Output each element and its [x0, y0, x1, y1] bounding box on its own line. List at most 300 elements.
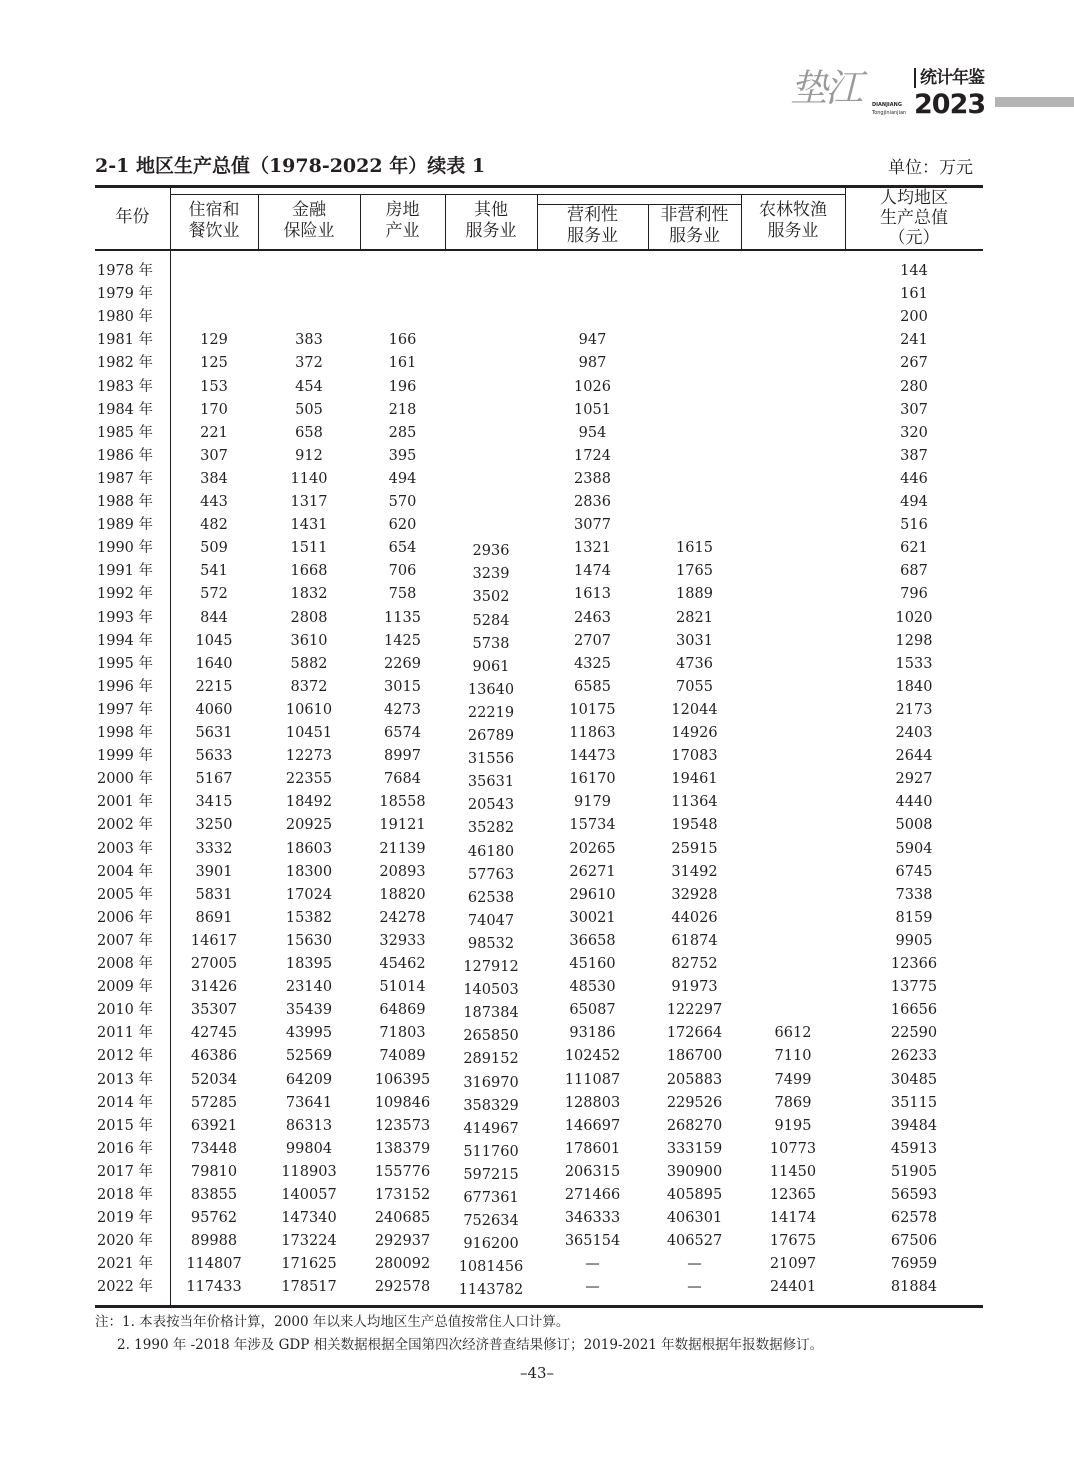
table-cell: 5831 [195, 886, 233, 903]
table-cell: 13640 [467, 681, 515, 698]
table-cell: 1724 [574, 447, 611, 464]
column-header: 营利性 服务业 [567, 205, 618, 246]
table-cell: 9179 [574, 794, 611, 811]
row-year: 1996 年 [97, 678, 154, 695]
table-cell: 109846 [374, 1094, 431, 1111]
table-cell: 267 [900, 355, 928, 372]
table-cell: 9061 [472, 658, 510, 675]
table-cell: 912 [295, 447, 323, 464]
table-cell: 240685 [374, 1210, 431, 1227]
table-cell: 67506 [890, 1233, 938, 1250]
table-cell: 1143782 [458, 1282, 524, 1299]
row-year: 1988 年 [97, 494, 154, 510]
table-cell: 395 [388, 447, 417, 464]
table-cell: 454 [295, 378, 323, 395]
table-cell: 18492 [285, 794, 333, 811]
table-cell: 3901 [195, 863, 233, 880]
row-year: 2006 年 [97, 909, 154, 926]
table-cell: 140057 [281, 1187, 337, 1203]
table-cell: 19121 [379, 817, 426, 834]
table-cell: 9195 [774, 1117, 812, 1134]
table-cell: 570 [388, 494, 417, 510]
table-cell: 61874 [671, 932, 718, 949]
column-header: 农林牧渔 服务业 [759, 200, 827, 241]
table-cell: 1135 [384, 609, 421, 626]
table-unit: 单位：万元 [888, 158, 973, 178]
row-year: 1999 年 [97, 748, 154, 765]
table-cell: 2403 [895, 725, 933, 741]
table-cell: 5008 [895, 817, 933, 834]
table-cell: 205883 [666, 1071, 723, 1088]
table-cell: 14174 [769, 1210, 817, 1227]
table-cell: 46180 [467, 843, 515, 860]
table-cell: 20543 [467, 797, 515, 814]
table-cell: 186700 [666, 1048, 723, 1065]
table-cell: 1431 [290, 517, 328, 534]
row-year: 1990 年 [97, 540, 154, 557]
table-cell: 9905 [895, 932, 933, 949]
table-cell: 31556 [467, 751, 515, 768]
table-cell: 372 [295, 355, 323, 372]
table-cell: 35631 [467, 774, 515, 791]
table-cell: 2215 [195, 678, 233, 695]
table-cell: 285 [388, 424, 417, 441]
table-cell: 414967 [463, 1120, 519, 1137]
table-cell: 280092 [374, 1256, 431, 1273]
row-year: 2010 年 [97, 1002, 154, 1019]
table-cell: 173152 [374, 1187, 431, 1203]
table-cell: 654 [388, 540, 417, 557]
table-cell: 187384 [463, 1005, 519, 1022]
table-cell: 83855 [190, 1187, 238, 1203]
table-cell: 21097 [769, 1256, 817, 1273]
row-year: 2015 年 [97, 1117, 154, 1134]
row-year: 2008 年 [97, 956, 154, 972]
table-cell: 1051 [574, 401, 611, 418]
table-title: 2-1 地区生产总值（1978-2022 年）续表 1 [95, 155, 486, 177]
table-cell: 14473 [569, 748, 616, 765]
row-year: 1992 年 [97, 586, 154, 603]
table-cell: 2463 [574, 609, 611, 626]
table-cell: 42745 [190, 1025, 238, 1042]
table-cell: 102452 [564, 1048, 621, 1065]
table-cell: 4273 [384, 701, 421, 718]
table-cell: 11450 [769, 1163, 817, 1180]
table-cell: 443 [200, 494, 228, 510]
table-cell: 26271 [569, 863, 616, 880]
table-cell: 8372 [290, 678, 328, 695]
table-cell: 91973 [671, 979, 718, 996]
table-cell: 18300 [285, 863, 333, 880]
table-cell: 280 [900, 378, 928, 395]
table-cell: 86313 [285, 1117, 333, 1134]
table-cell: 516 [900, 517, 928, 534]
table-cell: 1668 [290, 563, 328, 580]
logo-calligraphy: 垫江 [790, 66, 861, 110]
table-cell: 35439 [285, 1002, 333, 1019]
table-cell: 229526 [666, 1094, 723, 1111]
table-cell: 18558 [379, 794, 426, 811]
table-cell: 2836 [574, 494, 611, 510]
note-2: 2. 1990 年 -2018 年涉及 GDP 相关数据根据全国第四次经济普查结果修订；2019-2021 年数据根据年报数据修订。 [117, 1337, 824, 1353]
table-cell: 15382 [285, 909, 333, 926]
table-cell: 1832 [290, 586, 328, 603]
table-cell: 289152 [463, 1051, 519, 1068]
table-cell: 64869 [379, 1002, 426, 1019]
table-cell: 1640 [195, 655, 233, 672]
table-cell: 17024 [285, 886, 333, 903]
row-year: 2005 年 [97, 886, 154, 903]
table-cell: 30021 [569, 909, 616, 926]
row-year: 2011 年 [97, 1025, 154, 1042]
table-cell: 3077 [574, 517, 611, 534]
table-cell: — [687, 1279, 702, 1296]
table-cell: 4440 [895, 794, 933, 811]
row-year: 2000 年 [97, 771, 154, 788]
table-cell: 658 [295, 424, 323, 441]
table-cell: 3332 [195, 840, 233, 857]
table-cell: 79810 [190, 1163, 238, 1180]
table-cell: 2936 [472, 543, 510, 560]
row-year: 1983 年 [97, 378, 154, 395]
table-cell: 20925 [285, 817, 333, 834]
table-cell: 161 [388, 355, 417, 372]
table-cell: 241 [900, 332, 928, 349]
row-year: 1978 年 [97, 263, 154, 279]
table-cell: 45462 [379, 956, 426, 972]
table-cell: 505 [295, 401, 323, 418]
table-cell: 2173 [895, 701, 933, 718]
table-cell: 51905 [890, 1163, 938, 1180]
table-cell: 82752 [671, 956, 718, 972]
table-cell: 44026 [671, 909, 718, 926]
row-year: 1987 年 [97, 470, 154, 487]
table-cell: 11364 [671, 794, 718, 811]
table-cell: 6612 [774, 1025, 812, 1042]
logo-pinyin-2: Tongjinianjian [872, 110, 907, 116]
row-year: 2021 年 [97, 1256, 154, 1273]
table-cell: — [585, 1279, 600, 1296]
table-cell: 52569 [285, 1048, 333, 1065]
table-cell: 74047 [467, 912, 515, 929]
table-cell: — [687, 1256, 702, 1273]
table-cell: 24278 [379, 909, 426, 926]
table-cell: 1081456 [458, 1259, 524, 1276]
table-cell: 218 [388, 401, 417, 418]
table-cell: 22355 [285, 771, 333, 788]
table-cell: 35115 [890, 1094, 938, 1111]
table-cell: 6585 [574, 678, 611, 695]
table-cell: 43995 [285, 1025, 333, 1042]
table-cell: 11863 [569, 725, 616, 741]
table-cell: 147340 [281, 1210, 337, 1227]
table-cell: 541 [200, 563, 228, 580]
table-cell: 511760 [463, 1143, 519, 1160]
table-cell: 796 [900, 586, 928, 603]
table-cell: 320 [900, 424, 928, 441]
header-bottom-rule [95, 249, 983, 251]
row-year: 1995 年 [97, 655, 154, 672]
table-cell: 2821 [676, 609, 713, 626]
table-cell: 15734 [569, 817, 616, 834]
row-year: 2009 年 [97, 979, 154, 996]
table-cell: 12365 [769, 1187, 817, 1203]
table-cell: 18603 [285, 840, 333, 857]
table-cell: 73641 [285, 1094, 333, 1111]
table-cell: 21139 [379, 840, 426, 857]
row-year: 2013 年 [97, 1071, 154, 1088]
table-cell: 307 [200, 447, 228, 464]
table-cell: 64209 [285, 1071, 333, 1088]
row-year: 1986 年 [97, 447, 154, 464]
row-year: 1993 年 [97, 609, 154, 626]
table-cell: 3502 [472, 589, 510, 606]
note-1: 注：1. 本表按当年价格计算，2000 年以来人均地区生产总值按常住人口计算。 [95, 1314, 570, 1330]
table-cell: 333159 [666, 1140, 723, 1157]
table-cell: 36658 [569, 932, 616, 949]
table-cell: 7110 [774, 1048, 812, 1065]
table-cell: 95762 [190, 1210, 238, 1227]
table-cell: 31426 [190, 979, 238, 996]
table-cell: 17083 [671, 748, 718, 765]
table-cell: 292937 [374, 1233, 431, 1250]
table-cell: 23140 [285, 979, 333, 996]
table-cell: 390900 [666, 1163, 723, 1180]
column-header: 房地 产业 [385, 200, 420, 241]
table-cell: 57763 [467, 866, 515, 883]
table-cell: 4736 [676, 655, 713, 672]
table-cell: 144 [900, 263, 928, 279]
column-header: 住宿和 餐饮业 [188, 200, 240, 241]
table-cell: 13775 [890, 979, 938, 996]
table-cell: 125 [200, 355, 228, 372]
column-header: 金融 保险业 [283, 200, 335, 241]
table-cell: 111087 [564, 1071, 621, 1088]
column-header: 其他 服务业 [465, 200, 517, 241]
table-cell: 63921 [190, 1117, 238, 1134]
table-cell: 1474 [574, 563, 611, 580]
row-year: 2022 年 [97, 1279, 154, 1296]
table-cell: 621 [900, 540, 928, 557]
table-cell: 196 [388, 378, 417, 395]
table-cell: 1511 [290, 540, 328, 557]
table-cell: 383 [295, 332, 323, 349]
table-cell: 62578 [890, 1210, 938, 1227]
table-cell: 1613 [574, 586, 611, 603]
table-cell: 384 [200, 470, 228, 487]
table-cell: 2269 [384, 655, 421, 672]
table-cell: 51014 [379, 979, 426, 996]
table-cell: 3250 [195, 817, 233, 834]
table-cell: 1765 [676, 563, 713, 580]
table-cell: 7869 [774, 1094, 812, 1111]
table-cell: 1425 [384, 632, 421, 649]
table-cell: 56593 [890, 1187, 938, 1203]
table-cell: 16656 [890, 1002, 938, 1019]
table-cell: 292578 [374, 1279, 431, 1296]
table-cell: 171625 [281, 1256, 337, 1273]
row-year: 2002 年 [97, 817, 154, 834]
table-cell: 178517 [281, 1279, 337, 1296]
table-cell: 22590 [890, 1025, 938, 1042]
table-cell: 1020 [895, 609, 933, 626]
table-cell: 32928 [671, 886, 718, 903]
table-cell: 2927 [895, 771, 933, 788]
table-cell: 35282 [467, 820, 515, 837]
table-cell: 446 [900, 470, 928, 487]
table-cell: 81884 [890, 1279, 938, 1296]
table-cell: 947 [578, 332, 607, 349]
row-year: 2001 年 [97, 794, 154, 811]
table-cell: 155776 [374, 1163, 431, 1180]
table-cell: 20893 [379, 863, 426, 880]
table-cell: 2707 [574, 632, 611, 649]
table-cell: 687 [900, 563, 928, 580]
table-cell: 677361 [463, 1190, 519, 1206]
row-year: 2018 年 [97, 1187, 154, 1203]
table-cell: 3015 [384, 678, 421, 695]
table-cell: 10175 [569, 701, 616, 718]
table-cell: 3415 [195, 794, 233, 811]
table-cell: 406301 [666, 1210, 723, 1227]
row-year: 2020 年 [97, 1233, 154, 1250]
table-cell: 146697 [564, 1117, 621, 1134]
table-cell: 6574 [384, 725, 421, 741]
table-cell: 30485 [890, 1071, 938, 1088]
table-cell: 65087 [569, 1002, 616, 1019]
table-cell: 5738 [472, 635, 510, 652]
page-number: –43– [519, 1364, 555, 1382]
table-cell: 29610 [569, 886, 616, 903]
table-cell: 25915 [671, 840, 718, 857]
row-year: 1989 年 [97, 517, 154, 534]
table-cell: 954 [578, 424, 607, 441]
table-cell: 19461 [671, 771, 718, 788]
table-cell: 620 [388, 517, 417, 534]
column-header: 年份 [115, 207, 150, 227]
table-cell: 752634 [463, 1213, 519, 1230]
table-cell: 365154 [564, 1233, 621, 1250]
table-cell: 7055 [676, 678, 713, 695]
table-cell: 7684 [384, 771, 421, 788]
table-cell: 1140 [290, 470, 328, 487]
table-cell: 844 [200, 609, 228, 626]
table-cell: 1533 [895, 655, 933, 672]
row-year: 1994 年 [97, 632, 154, 649]
logo-bar [995, 97, 1074, 107]
table-cell: 271466 [564, 1187, 621, 1203]
table-cell: 5284 [472, 612, 510, 629]
table-cell: 758 [388, 586, 417, 603]
table-cell: 572 [200, 586, 228, 603]
table-cell: 10610 [285, 701, 333, 718]
logo-pinyin-1: DIANJIANG [872, 102, 902, 108]
table-cell: 114807 [186, 1256, 242, 1273]
table-cell: 71803 [379, 1025, 426, 1042]
row-year: 1979 年 [97, 286, 154, 303]
table-cell: 20265 [569, 840, 616, 857]
table-cell: 3239 [472, 566, 510, 583]
table-cell: 12044 [671, 701, 718, 718]
table-cell: 10773 [769, 1140, 817, 1157]
table-cell: 406527 [666, 1233, 723, 1250]
table-cell: 18820 [379, 886, 426, 903]
table-cell: 1321 [574, 540, 611, 557]
table-cell: 39484 [890, 1117, 938, 1134]
table-cell: 482 [200, 517, 228, 534]
table-cell: 5882 [290, 655, 328, 672]
table-cell: 8997 [384, 748, 421, 765]
table-cell: 35307 [190, 1002, 238, 1019]
table-cell: 346333 [564, 1210, 621, 1227]
table-cell: 27005 [190, 956, 238, 972]
row-year: 2007 年 [97, 932, 154, 949]
table-cell: 170 [200, 401, 228, 418]
table-cell: 178601 [564, 1140, 621, 1157]
table-cell: 358329 [463, 1097, 519, 1114]
table-cell: 7338 [895, 886, 933, 903]
table-cell: 140503 [463, 982, 519, 999]
table-cell: 7499 [774, 1071, 812, 1088]
table-cell: 123573 [374, 1117, 431, 1134]
table-cell: 128803 [564, 1094, 621, 1111]
table-cell: 4060 [195, 701, 233, 718]
table-cell: 166 [388, 332, 417, 349]
table-cell: 74089 [379, 1048, 426, 1065]
table-cell: 118903 [281, 1163, 337, 1180]
table-cell: 1298 [895, 632, 933, 649]
table-cell: 316970 [463, 1074, 519, 1091]
table-cell: 52034 [190, 1071, 238, 1088]
table-cell: 706 [388, 563, 417, 580]
row-year: 1991 年 [97, 563, 154, 580]
table-cell: 4325 [574, 655, 611, 672]
table-cell: 5631 [195, 725, 233, 741]
table-cell: 48530 [569, 979, 616, 996]
table-cell: 153 [200, 378, 228, 395]
row-year: 1981 年 [97, 332, 154, 349]
table-cell: 1317 [290, 494, 328, 510]
table-cell: 221 [200, 424, 228, 441]
table-cell: 93186 [569, 1025, 616, 1042]
table-cell: 2388 [574, 470, 611, 487]
table-cell: 916200 [463, 1236, 519, 1253]
table-cell: 1840 [895, 678, 933, 695]
group-span-rule [170, 194, 845, 195]
table-cell: 73448 [190, 1140, 238, 1157]
row-year: 1997 年 [97, 701, 154, 718]
row-year: 2003 年 [97, 840, 154, 857]
table-cell: 265850 [463, 1028, 519, 1045]
row-year: 1998 年 [97, 725, 154, 741]
column-header: 非营利性 服务业 [660, 205, 729, 246]
row-year: 1982 年 [97, 355, 154, 372]
row-year: 2004 年 [97, 863, 154, 880]
table-cell: 12366 [890, 956, 938, 972]
table-cell: 509 [200, 540, 228, 557]
table-cell: 122297 [666, 1002, 723, 1019]
table-cell: 307 [900, 401, 928, 418]
table-cell: 8691 [195, 909, 233, 926]
row-year: 2017 年 [97, 1163, 154, 1180]
table-cell: 172664 [666, 1025, 723, 1042]
row-year: 1985 年 [97, 424, 154, 441]
table-cell: 45913 [890, 1140, 938, 1157]
table-cell: 17675 [769, 1233, 817, 1250]
row-year: 2016 年 [97, 1140, 154, 1157]
logo-series: 统计年鉴 [914, 68, 984, 88]
table-cell: 2644 [895, 748, 933, 765]
